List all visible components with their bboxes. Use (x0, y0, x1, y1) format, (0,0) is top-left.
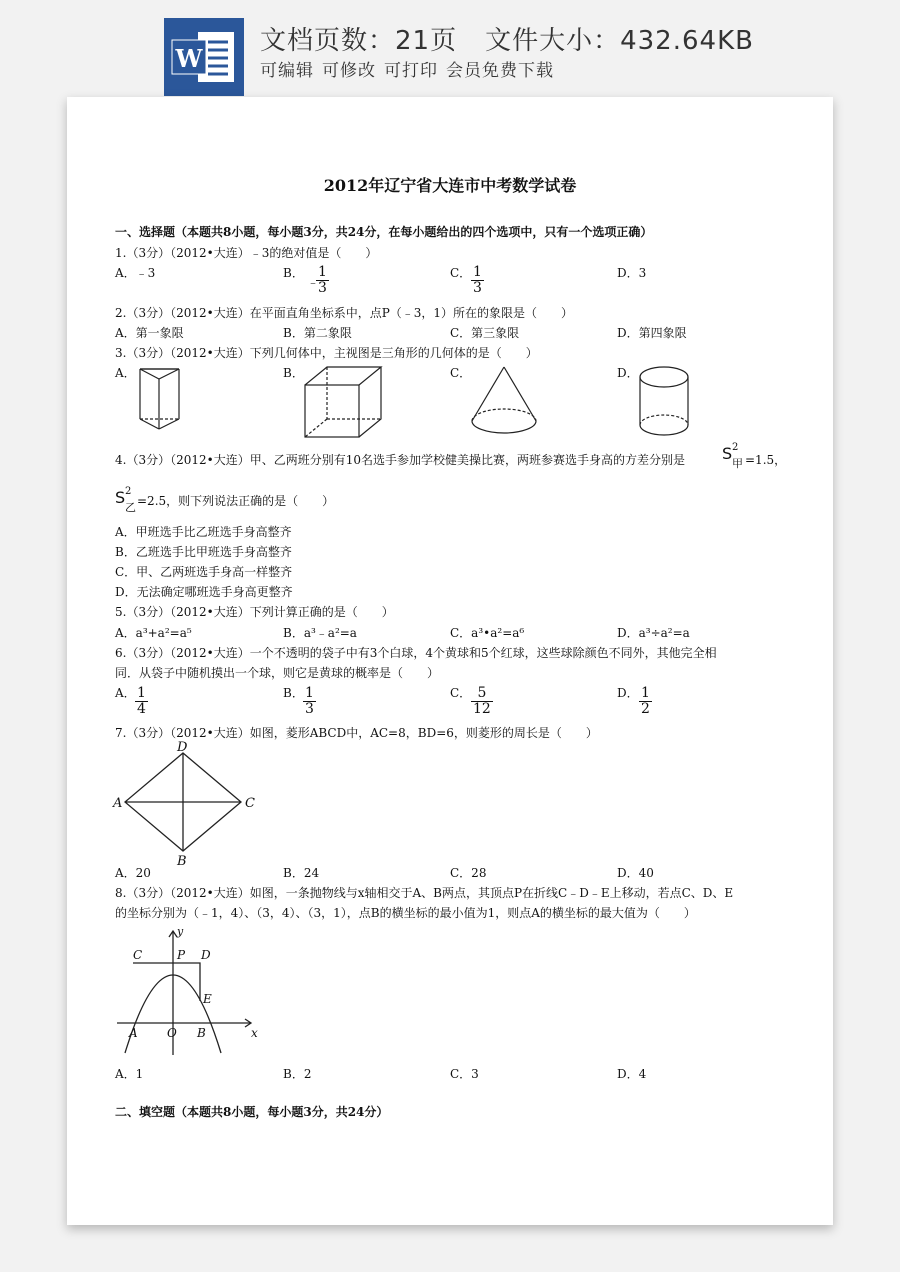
q4-option-b: B．乙班选手比甲班选手身高整齐 (115, 545, 292, 559)
q3-option-a: A． (115, 366, 136, 380)
q6-option-a-label: A． (115, 686, 136, 700)
rhombus-label-d: D (177, 740, 188, 755)
file-size: 文件大小：432.64KB (485, 26, 754, 56)
q1-b-numerator: 1 (318, 264, 327, 280)
feature-modifiable: 可修改 (322, 61, 376, 81)
q7-option-a: A．20 (115, 866, 151, 880)
q8-option-d: D．4 (617, 1067, 647, 1081)
q1-option-c-label: C． (450, 266, 472, 280)
rhombus-label-c: C (245, 796, 255, 811)
document-page (67, 97, 833, 1225)
q1-option-c-fraction (471, 265, 484, 296)
q6-option-b-fraction (303, 686, 316, 717)
variance-jia-superscript: 2 (732, 442, 739, 453)
q6-c-denominator: 12 (473, 701, 491, 717)
q2-option-d: D．第四象限 (617, 326, 687, 340)
question-8-stem-line2: 的坐标分别为（﹣1，4）、（3，4）、（3，1），点B的横坐标的最小值为1，则点A的横坐标的最大值为（ ） (115, 906, 696, 920)
exam-title: 2012年辽宁省大连市中考数学试卷 (323, 176, 577, 195)
point-label-a: A (129, 1026, 138, 1040)
q1-option-a: A．﹣3 (115, 266, 156, 280)
axis-label-x: x (251, 1026, 258, 1040)
q1-option-b-fraction (316, 265, 329, 296)
question-7-stem: 7.（3分）（2012•大连）如图，菱形ABCD中，AC=8，BD=6，则菱形的周长是（ ） (115, 726, 598, 740)
question-4-stem-line2: =2.5，则下列说法正确的是（ ） (137, 494, 335, 508)
q3-option-d: D． (617, 366, 639, 380)
q6-option-a-fraction (135, 686, 148, 717)
q1-c-denominator: 3 (473, 280, 482, 296)
point-label-b: B (197, 1026, 206, 1040)
question-1-stem: 1.（3分）（2012•大连）﹣3的绝对值是（ ） (115, 246, 378, 260)
question-4-stem-line1: 4.（3分）（2012•大连）甲、乙两班分别有10名选手参加学校健美操比赛，两班参赛选手身高的方差分别是 (115, 453, 685, 467)
q7-option-c: C．28 (450, 866, 487, 880)
q5-option-c: C．a³•a²=a⁶ (450, 626, 525, 640)
q6-option-d-label: D． (617, 686, 639, 700)
word-icon-letter: W (175, 44, 203, 73)
q7-option-d: D．40 (617, 866, 654, 880)
q6-a-denominator: 4 (137, 701, 146, 717)
feature-printable: 可打印 (384, 61, 438, 81)
q1-option-b-sign: ﹣ (307, 275, 320, 289)
q4-option-d: D．无法确定哪班选手身高更整齐 (115, 585, 293, 599)
question-2-stem: 2.（3分）（2012•大连）在平面直角坐标系中，点P（﹣3，1）所在的象限是（ ） (115, 306, 574, 320)
rhombus-label-b: B (177, 854, 187, 867)
q2-option-b: B．第二象限 (283, 326, 352, 340)
point-label-d: D (201, 948, 211, 962)
q6-option-c-label: C． (450, 686, 472, 700)
variance-jia-subscript: 甲 (732, 457, 743, 470)
q6-c-numerator: 5 (471, 686, 493, 702)
download-banner (0, 0, 900, 96)
question-6-stem-line2: 同．从袋子中随机摸出一个球，则它是黄球的概率是（ ） (115, 666, 440, 680)
variance-jia-value: =1.5， (745, 453, 787, 467)
q1-option-b-label: B． (283, 266, 304, 280)
q5-option-b: B．a³﹣a²=a (283, 626, 357, 640)
feature-editable: 可编辑 (260, 61, 314, 81)
feature-member-download: 会员免费下载 (446, 61, 554, 81)
q6-d-numerator: 1 (641, 685, 650, 701)
q6-a-numerator: 1 (137, 685, 146, 701)
point-label-c: C (133, 948, 143, 962)
q6-b-numerator: 1 (305, 685, 314, 701)
q6-d-denominator: 2 (641, 701, 650, 717)
q4-option-a: A．甲班选手比乙班选手身高整齐 (115, 525, 292, 539)
q1-b-denominator: 3 (318, 280, 327, 296)
q7-option-b: B．24 (283, 866, 320, 880)
cone-figure (469, 363, 539, 443)
q4-option-c: C．甲、乙两班选手身高一样整齐 (115, 565, 293, 579)
q6-option-d-fraction (639, 686, 652, 717)
cylinder-figure (637, 363, 691, 443)
feature-list (260, 56, 562, 81)
q3-option-c: C． (450, 366, 472, 380)
cube-figure (303, 365, 385, 441)
q6-option-b-label: B． (283, 686, 304, 700)
triangular-prism-figure (137, 363, 187, 437)
variance-symbol-jia: S (722, 444, 733, 463)
q2-option-a: A．第一象限 (115, 326, 184, 340)
file-info (260, 20, 754, 57)
question-5-stem: 5.（3分）（2012•大连）下列计算正确的是（ ） (115, 605, 394, 619)
question-8-stem-line1: 8.（3分）（2012•大连）如图，一条抛物线与x轴相交于A、B两点，其顶点P在折线C﹣D﹣E上移动，若点C、D、E (115, 886, 734, 900)
parabola-figure (111, 923, 261, 1063)
section-2-heading: 二、填空题（本题共8小题，每小题3分，共24分） (115, 1105, 389, 1119)
q6-b-denominator: 3 (305, 701, 314, 717)
axis-label-y: y (177, 925, 184, 938)
q8-option-a: A．1 (115, 1067, 144, 1081)
q5-option-a: A．a³+a²=a⁵ (115, 626, 192, 640)
question-3-stem: 3.（3分）（2012•大连）下列几何体中，主视图是三角形的几何体的是（ ） (115, 346, 538, 360)
q8-option-c: C．3 (450, 1067, 479, 1081)
q1-option-d: D．3 (617, 266, 647, 280)
page-count: 文档页数：21页 (260, 26, 458, 56)
origin-label-o: O (167, 1026, 177, 1040)
q1-c-numerator: 1 (473, 264, 482, 280)
variance-yi-subscript: 乙 (125, 501, 136, 514)
rhombus-label-a: A (113, 796, 123, 811)
variance-symbol-yi: S (115, 488, 126, 507)
rhombus-figure (111, 739, 271, 867)
question-6-stem-line1: 6.（3分）（2012•大连）一个不透明的袋子中有3个白球，4个黄球和5个红球，这些球除颜色不同外，其他完全相 (115, 646, 717, 660)
q2-option-c: C．第三象限 (450, 326, 520, 340)
point-label-e: E (203, 992, 212, 1006)
q3-option-b: B． (283, 366, 304, 380)
q8-option-b: B．2 (283, 1067, 312, 1081)
q5-option-d: D．a³÷a²=a (617, 626, 690, 640)
point-label-p: P (177, 948, 186, 962)
word-document-icon (164, 18, 244, 96)
variance-yi-superscript: 2 (125, 486, 132, 497)
section-1-heading: 一、选择题（本题共8小题，每小题3分，共24分，在每小题给出的四个选项中，只有一个选项正确） (115, 225, 653, 239)
q6-option-c-fraction (471, 686, 493, 717)
